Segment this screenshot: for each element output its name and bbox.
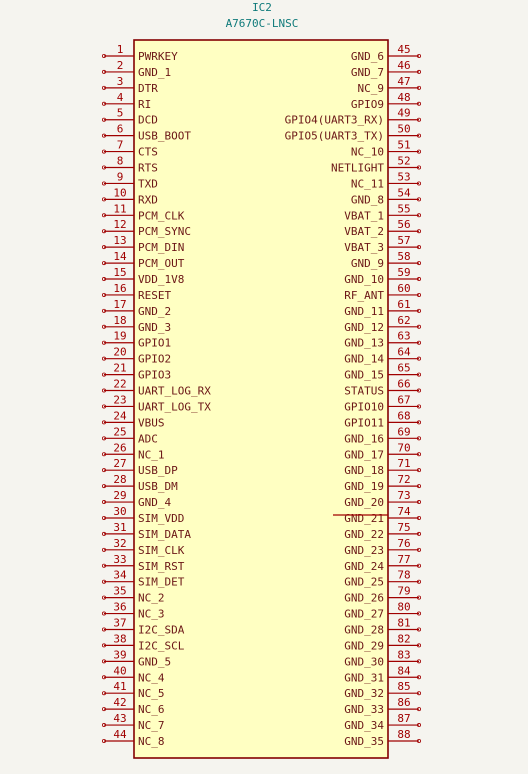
pin-73-number: 73	[397, 489, 411, 503]
pin-69-number: 69	[397, 425, 411, 439]
pin-33-name: SIM_RST	[138, 559, 185, 573]
pin-78-number: 78	[397, 568, 411, 582]
pin-13-number: 13	[113, 234, 127, 248]
pin-81-name: GND_28	[344, 623, 384, 637]
pin-47-number: 47	[397, 74, 411, 88]
pin-29-number: 29	[113, 489, 127, 503]
pin-79-number: 79	[397, 584, 411, 598]
pin-10-number: 10	[113, 186, 127, 200]
pin-18-number: 18	[113, 313, 127, 327]
pin-46-name: GND_7	[350, 65, 384, 79]
pin-77-name: GND_24	[344, 559, 384, 573]
pin-39-name: GND_5	[138, 655, 172, 669]
pin-88-number: 88	[397, 727, 411, 741]
pin-39-number: 39	[113, 648, 127, 662]
pin-73-name: GND_20	[344, 496, 384, 510]
pin-49-name: GPIO4(UART3_RX)	[284, 113, 384, 127]
pin-32-number: 32	[113, 536, 127, 550]
pin-61-name: GND_11	[344, 304, 384, 318]
pin-34-name: SIM_DET	[138, 575, 185, 589]
pin-79-name: GND_26	[344, 591, 384, 605]
pin-60-name: RF_ANT	[344, 288, 384, 302]
pin-48-number: 48	[397, 90, 411, 104]
pin-48-name: GPIO9	[350, 97, 384, 111]
pin-80-number: 80	[397, 600, 411, 614]
pin-15-name: VDD_1V8	[138, 273, 185, 287]
pin-3-number: 3	[116, 74, 124, 88]
pin-57-number: 57	[397, 234, 411, 248]
pin-17-number: 17	[113, 297, 127, 311]
pin-50-name: GPIO5(UART3_TX)	[284, 129, 384, 143]
pin-44-number: 44	[113, 727, 127, 741]
pin-31-number: 31	[113, 520, 127, 534]
pin-56-name: VBAT_2	[344, 225, 384, 239]
pin-4-name: RI	[138, 97, 152, 111]
pin-75-number: 75	[397, 520, 411, 534]
pin-59-name: GND_10	[344, 273, 384, 287]
pin-21-number: 21	[113, 361, 127, 375]
pin-55-number: 55	[397, 202, 411, 216]
pin-7-name: CTS	[138, 145, 158, 159]
pin-6-name: USB_BOOT	[138, 129, 191, 143]
pin-85-number: 85	[397, 680, 411, 694]
pin-46-number: 46	[397, 58, 411, 72]
pin-52-name: NETLIGHT	[331, 161, 384, 175]
pin-75-name: GND_22	[344, 527, 384, 541]
pin-58-name: GND_9	[350, 257, 384, 271]
pin-76-name: GND_23	[344, 543, 384, 557]
pin-21-name: GPIO3	[138, 368, 172, 382]
pin-27-number: 27	[113, 457, 127, 471]
pin-15-number: 15	[113, 266, 127, 280]
pin-12-name: PCM_SYNC	[138, 225, 191, 239]
pin-36-number: 36	[113, 600, 127, 614]
pin-28-name: USB_DM	[138, 480, 178, 494]
component-value: A7670C-LNSC	[225, 17, 299, 30]
pin-51-number: 51	[397, 138, 411, 152]
pin-66-name: STATUS	[344, 384, 384, 398]
pin-34-number: 34	[113, 568, 127, 582]
pin-71-name: GND_18	[344, 464, 384, 478]
pin-35-number: 35	[113, 584, 127, 598]
pin-82-name: GND_29	[344, 639, 384, 653]
pin-53-name: NC_11	[350, 177, 384, 191]
pin-71-number: 71	[397, 457, 411, 471]
pin-84-number: 84	[397, 664, 411, 678]
pin-55-name: VBAT_1	[344, 209, 384, 223]
pin-45-number: 45	[397, 43, 411, 56]
pin-1-number: 1	[116, 43, 124, 56]
pin-4-number: 4	[116, 90, 124, 104]
pin-68-number: 68	[397, 409, 411, 423]
pin-6-number: 6	[116, 122, 124, 136]
pin-88-name: GND_35	[344, 734, 384, 748]
pin-11-name: PCM_CLK	[138, 209, 185, 223]
pin-1-name: PWRKEY	[138, 50, 178, 63]
pin-2-name: GND_1	[138, 65, 172, 79]
pin-20-number: 20	[113, 345, 127, 359]
pin-41-number: 41	[113, 680, 127, 694]
pin-23-number: 23	[113, 393, 127, 407]
pin-40-name: NC_4	[138, 671, 165, 685]
pin-31-name: SIM_DATA	[138, 527, 191, 541]
pin-20-name: GPIO2	[138, 352, 172, 366]
pin-59-number: 59	[397, 266, 411, 280]
pin-10-name: RXD	[138, 193, 158, 207]
pin-26-number: 26	[113, 441, 127, 455]
pin-58-number: 58	[397, 250, 411, 264]
pin-66-number: 66	[397, 377, 411, 391]
pin-24-number: 24	[113, 409, 127, 423]
pin-9-number: 9	[116, 170, 124, 184]
pin-84-name: GND_31	[344, 671, 384, 685]
pin-17-name: GND_2	[138, 304, 172, 318]
pin-3-name: DTR	[138, 81, 158, 95]
pin-74-number: 74	[397, 504, 411, 518]
pin-7-number: 7	[116, 138, 124, 152]
pin-74-name: GND_21	[344, 511, 384, 525]
pin-35-name: NC_2	[138, 591, 165, 605]
pin-70-number: 70	[397, 441, 411, 455]
pin-50-number: 50	[397, 122, 411, 136]
pin-43-number: 43	[113, 712, 127, 726]
pin-72-number: 72	[397, 473, 411, 487]
pin-14-number: 14	[113, 250, 127, 264]
pin-36-name: NC_3	[138, 607, 165, 621]
pin-85-name: GND_32	[344, 687, 384, 701]
pin-57-name: VBAT_3	[344, 241, 384, 255]
pin-14-name: PCM_OUT	[138, 257, 185, 271]
pin-16-number: 16	[113, 281, 127, 295]
pin-86-name: GND_33	[344, 703, 384, 717]
pin-72-name: GND_19	[344, 480, 384, 494]
pin-12-number: 12	[113, 218, 127, 232]
pin-5-number: 5	[116, 106, 124, 120]
pin-81-number: 81	[397, 616, 411, 630]
pin-8-number: 8	[116, 154, 124, 168]
pin-25-number: 25	[113, 425, 127, 439]
pin-25-name: ADC	[138, 432, 158, 446]
pin-62-name: GND_12	[344, 320, 384, 334]
pin-30-name: SIM_VDD	[138, 511, 185, 525]
component-reference: IC2	[252, 1, 272, 14]
pin-65-name: GND_15	[344, 368, 384, 382]
pin-82-number: 82	[397, 632, 411, 646]
pin-13-name: PCM_DIN	[138, 241, 185, 255]
pin-87-number: 87	[397, 712, 411, 726]
pin-42-name: NC_6	[138, 703, 165, 717]
pin-64-number: 64	[397, 345, 411, 359]
pin-16-name: RESET	[138, 288, 172, 302]
pin-37-name: I2C_SDA	[138, 623, 185, 637]
pin-27-name: USB_DP	[138, 464, 178, 478]
pin-83-number: 83	[397, 648, 411, 662]
pin-8-name: RTS	[138, 161, 158, 175]
pin-70-name: GND_17	[344, 448, 384, 462]
pin-83-name: GND_30	[344, 655, 384, 669]
pin-87-name: GND_34	[344, 719, 384, 733]
pin-78-name: GND_25	[344, 575, 384, 589]
pin-18-name: GND_3	[138, 320, 172, 334]
pin-23-name: UART_LOG_TX	[138, 400, 211, 414]
pin-42-number: 42	[113, 696, 127, 710]
pin-86-number: 86	[397, 696, 411, 710]
pin-63-number: 63	[397, 329, 411, 343]
pin-9-name: TXD	[138, 177, 158, 191]
pin-67-number: 67	[397, 393, 411, 407]
pin-37-number: 37	[113, 616, 127, 630]
pin-19-number: 19	[113, 329, 127, 343]
pin-61-number: 61	[397, 297, 411, 311]
pin-51-name: NC_10	[350, 145, 384, 159]
pin-68-name: GPIO11	[344, 416, 384, 430]
pin-64-name: GND_14	[344, 352, 384, 366]
pin-54-number: 54	[397, 186, 411, 200]
pin-53-number: 53	[397, 170, 411, 184]
pin-56-number: 56	[397, 218, 411, 232]
pin-44-name: NC_8	[138, 734, 165, 748]
pin-65-number: 65	[397, 361, 411, 375]
pin-28-number: 28	[113, 473, 127, 487]
pin-49-number: 49	[397, 106, 411, 120]
pin-24-name: VBUS	[138, 416, 165, 430]
pin-11-number: 11	[113, 202, 127, 216]
pin-45-name: GND_6	[350, 50, 384, 63]
pin-54-name: GND_8	[350, 193, 384, 207]
pin-43-name: NC_7	[138, 719, 165, 733]
pin-33-number: 33	[113, 552, 127, 566]
pin-38-name: I2C_SCL	[138, 639, 185, 653]
pin-41-name: NC_5	[138, 687, 165, 701]
pin-80-name: GND_27	[344, 607, 384, 621]
pin-60-number: 60	[397, 281, 411, 295]
pin-76-number: 76	[397, 536, 411, 550]
pin-38-number: 38	[113, 632, 127, 646]
pin-62-number: 62	[397, 313, 411, 327]
pin-5-name: DCD	[138, 113, 158, 127]
pin-47-name: NC_9	[357, 81, 384, 95]
pin-22-name: UART_LOG_RX	[138, 384, 211, 398]
pin-2-number: 2	[116, 58, 124, 72]
pin-77-number: 77	[397, 552, 411, 566]
pin-22-number: 22	[113, 377, 127, 391]
pin-67-name: GPIO10	[344, 400, 384, 414]
pin-26-name: NC_1	[138, 448, 165, 462]
pin-19-name: GPIO1	[138, 336, 172, 350]
pin-30-number: 30	[113, 504, 127, 518]
pin-63-name: GND_13	[344, 336, 384, 350]
pin-32-name: SIM_CLK	[138, 543, 185, 557]
pin-29-name: GND_4	[138, 496, 172, 510]
pin-52-number: 52	[397, 154, 411, 168]
pin-40-number: 40	[113, 664, 127, 678]
pin-69-name: GND_16	[344, 432, 384, 446]
